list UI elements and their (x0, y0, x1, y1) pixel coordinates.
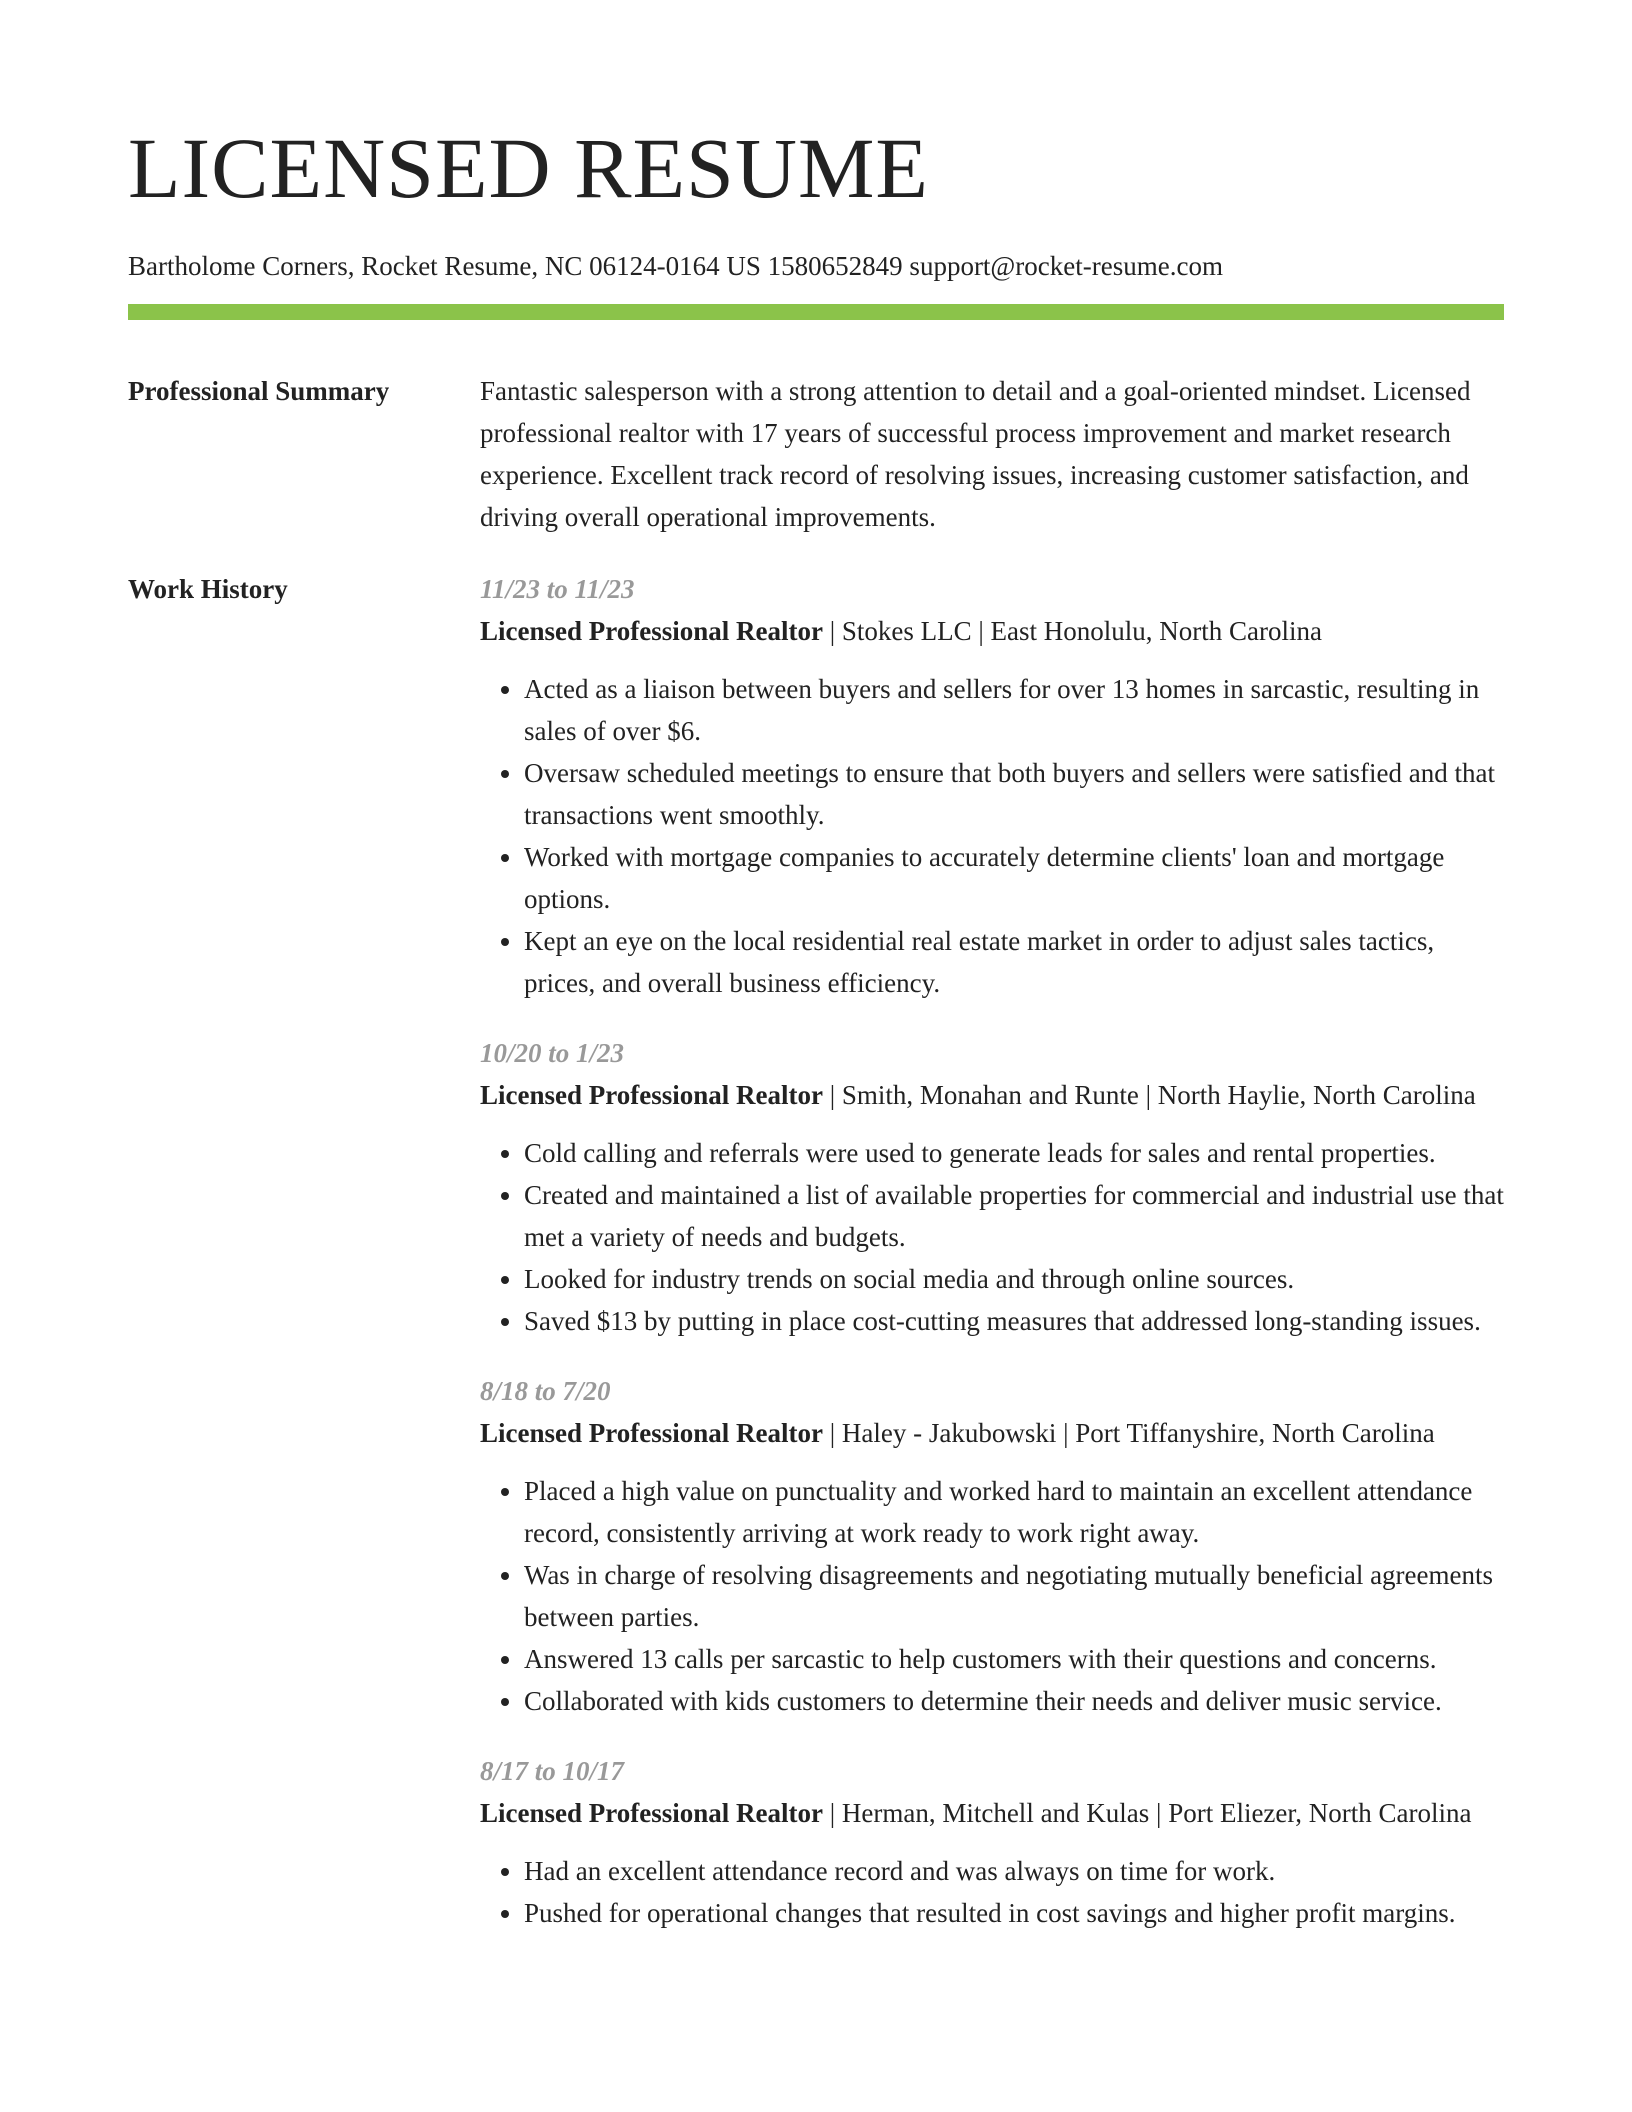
list-item: • Kept an eye on the local residential real estate market in order to adjust sales tactics, prices, and overall business efficiency. (524, 920, 1504, 1004)
job-title: Licensed Professional Realtor (480, 1080, 823, 1110)
contact-line: Bartholome Corners, Rocket Resume, NC 06124-0164 US 1580652849 support@rocket-resume.com (128, 251, 1223, 281)
job-dates: 10/20 to 1/23 (480, 1038, 625, 1068)
list-item: • Created and maintained a list of available properties for commercial and industrial use that met a variety of needs and budgets. (524, 1174, 1504, 1258)
list-item: • Pushed for operational changes that resulted in cost savings and higher profit margins. (524, 1892, 1504, 1934)
job-bullets (480, 668, 1504, 1004)
list-item: • Answered 13 calls per sarcastic to help customers with their questions and concerns. (524, 1638, 1504, 1680)
job-title: Licensed Professional Realtor (480, 1798, 823, 1828)
section-body (480, 370, 1504, 538)
list-item: • Acted as a liaison between buyers and sellers for over 13 homes in sarcastic, resulting in sales of over $6. (524, 668, 1504, 752)
resume-page (128, 0, 1504, 1934)
job-title: Licensed Professional Realtor (480, 1418, 823, 1448)
job-bullets (480, 1850, 1504, 1934)
list-item: • Cold calling and referrals were used to generate leads for sales and rental properties. (524, 1132, 1504, 1174)
job-dates: 8/18 to 7/20 (480, 1376, 611, 1406)
list-item: • Worked with mortgage companies to accurately determine clients' loan and mortgage options. (524, 836, 1504, 920)
job-title: Licensed Professional Realtor (480, 616, 823, 646)
job-employer-location: | Herman, Mitchell and Kulas | Port Eliezer, North Carolina (822, 1798, 1472, 1828)
list-item: • Collaborated with kids customers to determine their needs and deliver music service. (524, 1680, 1504, 1722)
summary-text: Fantastic salesperson with a strong attention to detail and a goal-oriented mindset. Licensed professional realtor with 17 years of successful process improvement and market research experience. Excellent track record of resolving issues, increasing customer satisfaction, and driving overall operational improvements. (480, 376, 1471, 532)
accent-divider (128, 304, 1504, 320)
resume-title: LICENSED RESUME (128, 120, 929, 216)
list-item: • Looked for industry trends on social media and through online sources. (524, 1258, 1504, 1300)
job-entry (480, 1750, 1504, 1934)
job-heading (480, 1074, 1504, 1116)
job-dates: 11/23 to 11/23 (480, 574, 635, 604)
list-item: • Placed a high value on punctuality and worked hard to maintain an excellent attendance record, consistently arriving at work ready to work right away. (524, 1470, 1504, 1554)
job-entry (480, 568, 1504, 1004)
section-body (480, 568, 1504, 1934)
job-heading (480, 1412, 1504, 1454)
job-heading (480, 610, 1504, 652)
job-dates: 8/17 to 10/17 (480, 1756, 625, 1786)
section-heading: Work History (128, 574, 288, 604)
section-heading: Professional Summary (128, 376, 390, 406)
job-employer-location: | Haley - Jakubowski | Port Tiffanyshire, North Carolina (822, 1418, 1435, 1448)
job-bullets (480, 1132, 1504, 1342)
job-entry (480, 1370, 1504, 1722)
list-item: • Had an excellent attendance record and was always on time for work. (524, 1850, 1504, 1892)
job-entry (480, 1032, 1504, 1342)
professional-summary-section (128, 370, 1504, 538)
job-employer-location: | Smith, Monahan and Runte | North Haylie, North Carolina (822, 1080, 1476, 1110)
list-item: • Saved $13 by putting in place cost-cutting measures that addressed long-standing issues. (524, 1300, 1504, 1342)
job-employer-location: | Stokes LLC | East Honolulu, North Carolina (822, 616, 1322, 646)
job-heading (480, 1792, 1504, 1834)
list-item: • Was in charge of resolving disagreements and negotiating mutually beneficial agreements between parties. (524, 1554, 1504, 1638)
list-item: • Oversaw scheduled meetings to ensure that both buyers and sellers were satisfied and that transactions went smoothly. (524, 752, 1504, 836)
work-history-section (128, 568, 1504, 1934)
job-bullets (480, 1470, 1504, 1722)
